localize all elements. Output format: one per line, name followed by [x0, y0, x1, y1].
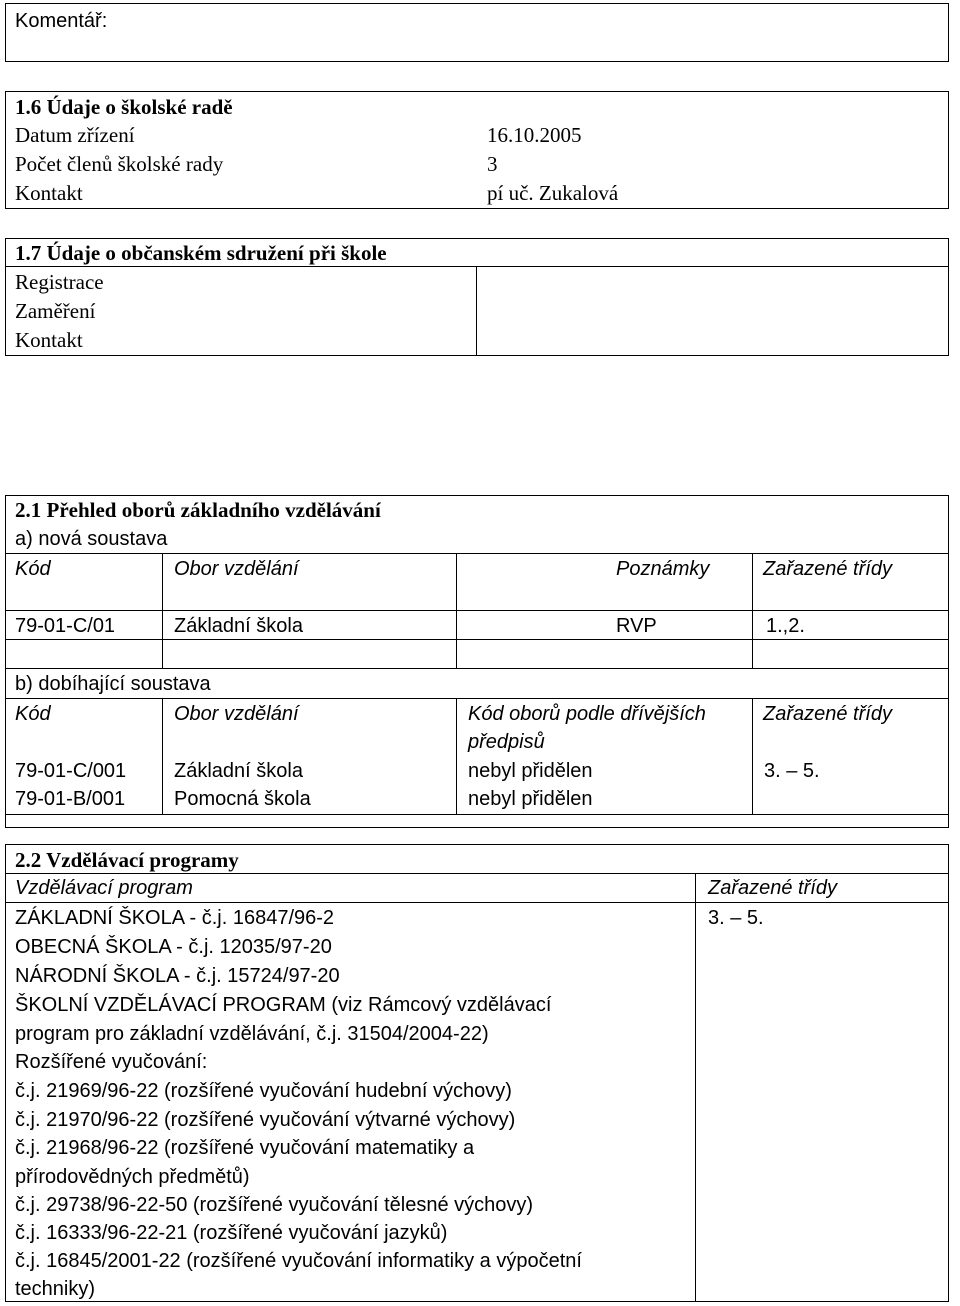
old-system-field-header: Obor vzdělání [174, 703, 299, 725]
fields-heading: 2.1 Přehled oborů základního vzdělávání [15, 498, 381, 522]
old-system-row1-field: Základní škola [174, 760, 303, 782]
program-extended-pe: č.j. 29738/96-22-50 (rozšířené vyučování tělesné výchovy) [15, 1194, 534, 1216]
old-system-divider-3 [752, 698, 753, 814]
programs-heading-rule [5, 873, 949, 874]
old-system-row2-field: Pomocná škola [174, 788, 311, 810]
program-extended-math-line2: přírodovědných předmětů) [15, 1166, 250, 1188]
program-extended-it-line1: č.j. 16845/2001-22 (rozšířené vyučování informatiky a výpočetní [15, 1250, 582, 1272]
old-system-row1-code: 79-01-C/001 [15, 760, 127, 782]
program-extended-heading: Rozšířené vyučování: [15, 1051, 208, 1073]
old-system-classes-header: Zařazené třídy [763, 703, 892, 725]
old-system-bottom-rule [5, 814, 949, 815]
old-system-row1-classes: 3. – 5. [764, 760, 820, 782]
civic-focus-label: Zaměření [15, 299, 96, 323]
program-extended-math-line1: č.j. 21968/96-22 (rozšířené vyučování matematiky a [15, 1137, 475, 1159]
program-svp-line1: ŠKOLNÍ VZDĚLÁVACÍ PROGRAM (viz Rámcový vzdělávací [15, 994, 552, 1016]
board-founded-label: Datum zřízení [15, 123, 135, 147]
programs-heading: 2.2 Vzdělávací programy [15, 848, 239, 872]
civic-contact-label: Kontakt [15, 328, 83, 352]
programs-column-divider [695, 873, 696, 1302]
old-system-divider-2 [456, 698, 457, 814]
comment-box [5, 3, 949, 62]
comment-label: Komentář: [15, 10, 108, 32]
new-system-bottom-rule [5, 668, 949, 669]
board-contact-value: pí uč. Zukalová [487, 181, 619, 205]
new-system-subheading: a) nová soustava [15, 528, 168, 550]
program-zakladni-skola: ZÁKLADNÍ ŠKOLA - č.j. 16847/96-2 [15, 907, 335, 929]
new-system-field-header: Obor vzdělání [174, 558, 299, 580]
civic-column-divider [476, 266, 477, 356]
old-system-code-header: Kód [15, 703, 51, 725]
board-members-label: Počet členů školské rady [15, 152, 224, 176]
board-contact-label: Kontakt [15, 181, 83, 205]
old-system-row2-code: 79-01-B/001 [15, 788, 126, 810]
program-narodni-skola: NÁRODNÍ ŠKOLA - č.j. 15724/97-20 [15, 965, 340, 987]
programs-classes-header: Zařazené třídy [708, 877, 837, 899]
new-system-row-field: Základní škola [174, 615, 303, 637]
program-svp-line2: program pro základní vzdělávání, č.j. 31504/2004-22) [15, 1023, 489, 1045]
civic-heading: 1.7 Údaje o občanském sdružení při škole [15, 241, 387, 265]
program-obecna-skola: OBECNÁ ŠKOLA - č.j. 12035/97-20 [15, 936, 332, 958]
civic-registration-label: Registrace [15, 270, 104, 294]
new-system-classes-header: Zařazené třídy [763, 558, 892, 580]
old-system-row1-prev-code: nebyl přidělen [468, 760, 593, 782]
new-system-header-rule [5, 610, 949, 611]
programs-program-header: Vzdělávací program [15, 877, 193, 899]
old-system-subheading: b) dobíhající soustava [15, 673, 211, 695]
civic-heading-rule [5, 266, 949, 267]
new-system-top-rule [5, 553, 949, 554]
new-system-row-code: 79-01-C/01 [15, 615, 116, 637]
programs-header-rule [5, 902, 949, 903]
program-extended-art: č.j. 21970/96-22 (rozšířené vyučování výtvarné výchovy) [15, 1109, 516, 1131]
school-board-heading: 1.6 Údaje o školské radě [15, 95, 233, 119]
program-extended-languages: č.j. 16333/96-22-21 (rozšířené vyučování jazyků) [15, 1222, 448, 1244]
board-founded-value: 16.10.2005 [487, 123, 582, 147]
old-system-row2-prev-code: nebyl přidělen [468, 788, 593, 810]
board-members-value: 3 [487, 152, 498, 176]
new-system-notes-header: Poznámky [616, 558, 710, 580]
new-system-row-classes: 1.,2. [766, 615, 805, 637]
program-extended-music: č.j. 21969/96-22 (rozšířené vyučování hudební výchovy) [15, 1080, 512, 1102]
old-system-top-rule [5, 698, 949, 699]
old-system-prev-code-header-line2: předpisů [468, 731, 545, 753]
old-system-divider-1 [162, 698, 163, 814]
old-system-prev-code-header-line1: Kód oborů podle dřívějších [468, 703, 706, 725]
program-zakladni-skola-classes: 3. – 5. [708, 907, 764, 929]
new-system-row-rule [5, 639, 949, 640]
new-system-code-header: Kód [15, 558, 51, 580]
program-extended-it-line2: techniky) [15, 1278, 96, 1300]
new-system-row-notes: RVP [616, 615, 657, 637]
